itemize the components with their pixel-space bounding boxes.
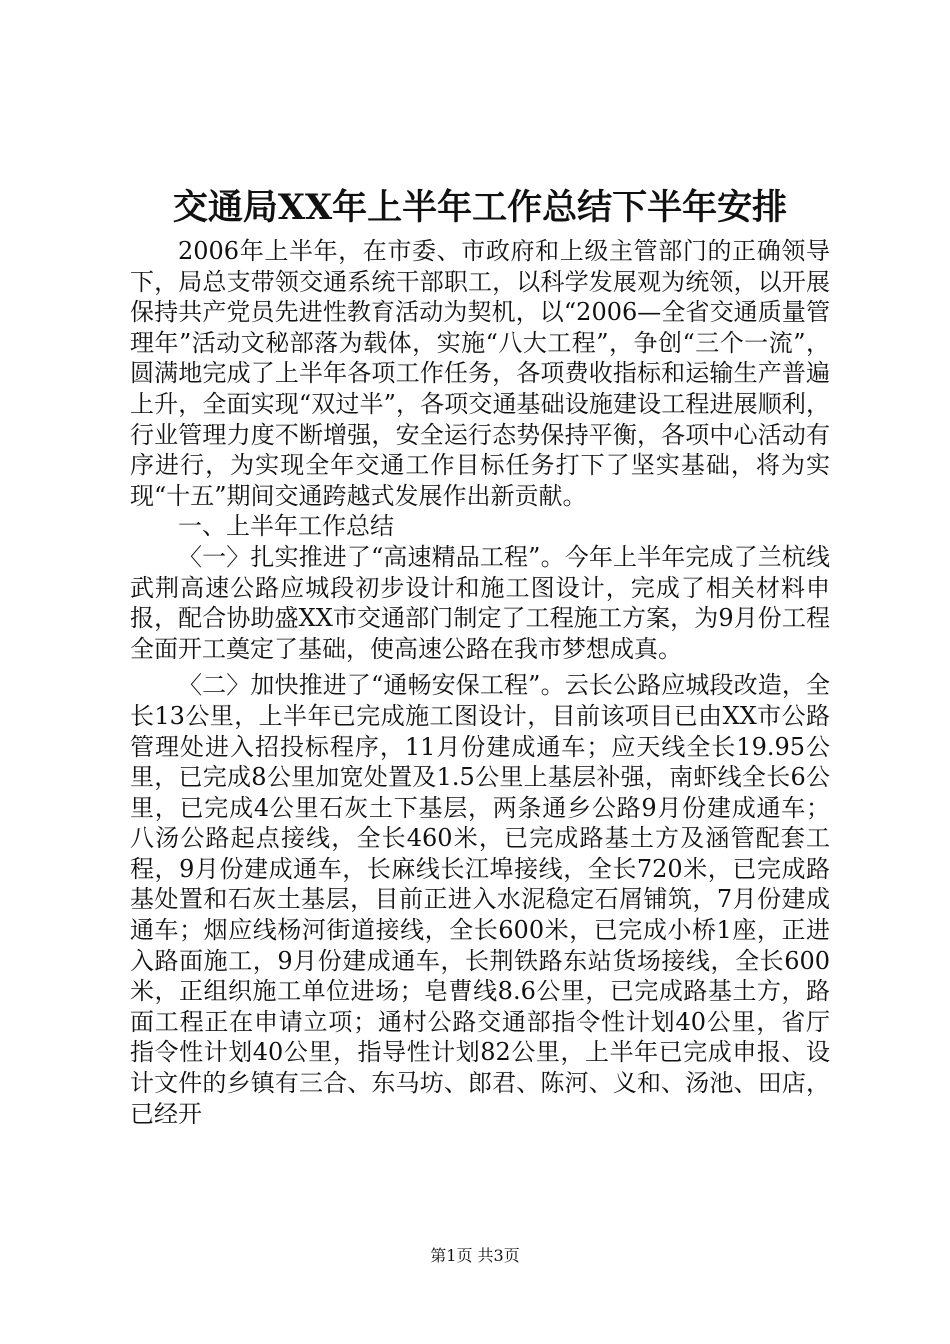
section-heading: 一、上半年工作总结: [178, 512, 394, 541]
document-page: [130, 182, 830, 1129]
item-one-paragraph: 〈一〉扎实推进了“高速精品工程”。今年上半年完成了兰杭线武荆高速公路应城段初步设计和施工图设计，完成了相关材料申报，配合协助盛XX市交通部门制定了工程施工方案，为9月份工程全面开工奠定了基础，使高速公路在我市梦想成真。: [130, 542, 830, 663]
intro-paragraph: 2006年上半年，在市委、市政府和上级主管部门的正确领导下，局总支带领交通系统干部职工，以科学发展观为统领，以开展保持共产党员先进性教育活动为契机，以“2006—全省交通质量管理年”活动文秘部落为载体，实施“八大工程”，争创“三个一流”，圆满地完成了上半年各项工作任务，各项费收指标和运输生产普遍上升，全面实现“双过半”，各项交通基础设施建设工程进展顺利，行业管理力度不断增强，安全运行态势保持平衡，各项中心活动有序进行，为实现全年交通工作目标任务打下了坚实基础，将为实现“十五”期间交通跨越式发展作出新贡献。: [130, 237, 830, 510]
page-footer: 第1页 共3页: [430, 1246, 520, 1265]
item-two-paragraph: 〈二〉加快推进了“通畅安保工程”。云长公路应城段改造，全长13公里，上半年已完成施工图设计，目前该项目已由XX市公路管理处进入招投标程序，11月份建成通车；应天线全长19.95公里，已完成8公里加宽处置及1.5公里上基层补强，南虾线全长6公里，已完成4公里石灰土下基层，两条通乡公路9月份建成通车；八汤公路起点接线，全长460米，已完成路基土方及涵管配套工程，9月份建成通车，长麻线长江埠接线，全长720米，已完成路基处置和石灰土基层，目前正进入水泥稳定石屑铺筑，7月份建成通车；烟应线杨河街道接线，全长600米，已完成小桥1座，正进入路面施工，9月份建成通车，长荆铁路东站货场接线，全长600米，正组织施工单位进场；皂曹线8.6公里，已完成路基土方，路面工程正在申请立项；通村公路交通部指令性计划40公里，省厅指令性计划40公里，指导性计划82公里，上半年已完成申报、设计文件的乡镇有三合、东马坊、郎君、陈河、义和、汤池、田店，已经开: [130, 671, 830, 1128]
document-title: 交通局XX年上半年工作总结下半年安排: [172, 187, 788, 228]
